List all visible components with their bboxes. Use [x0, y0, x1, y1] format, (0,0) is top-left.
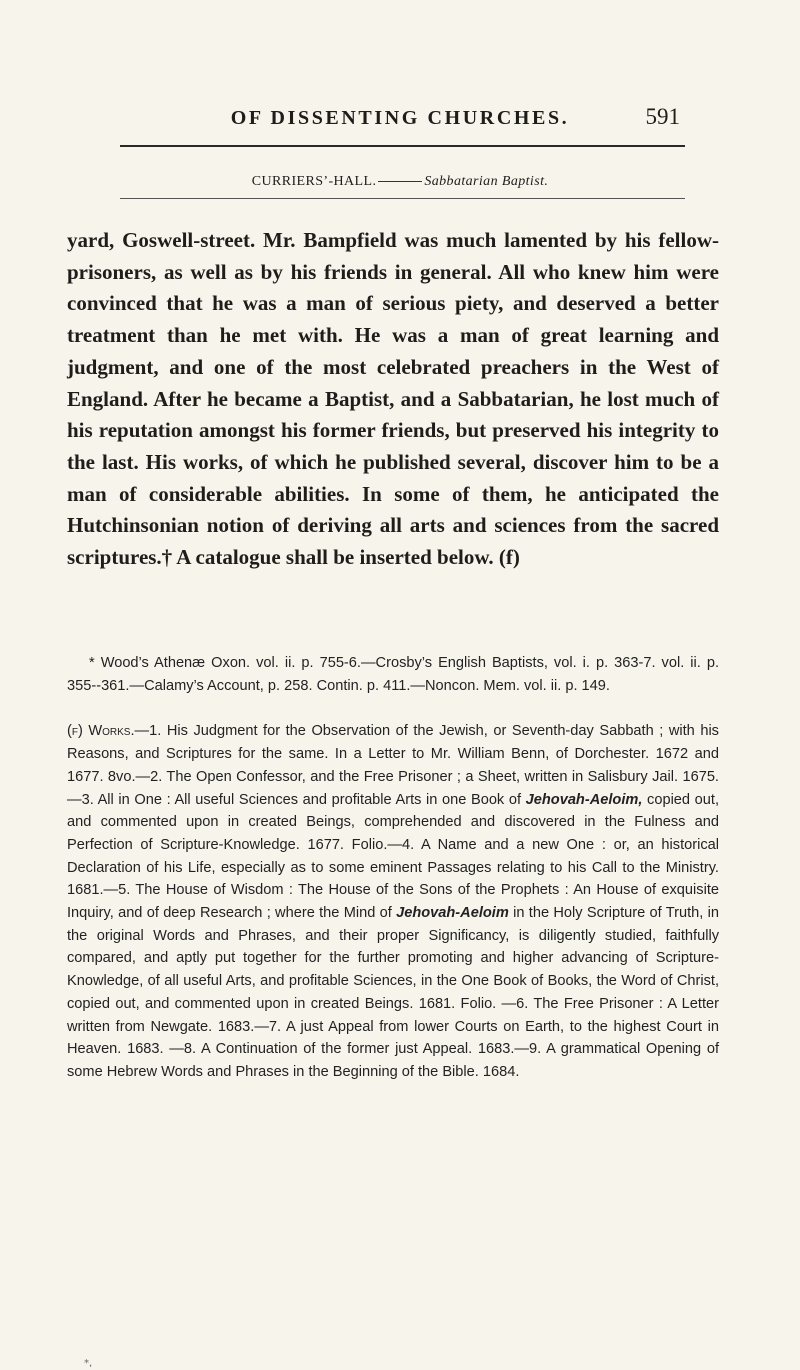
header-rule — [120, 145, 685, 147]
stray-mark: *, — [84, 1358, 93, 1369]
works-italic-1: Jehovah-Aeloim, — [525, 791, 643, 808]
subhead-dash — [378, 181, 422, 182]
works-label: (f) Works. — [67, 723, 135, 740]
subhead-rule — [120, 198, 685, 199]
works-text-2: copied out, and commented upon in created Beings, comprehended and discovered in the Fulness and Perfection of Scripture-Knowledge. 1677. Folio.—4. A Name and a new One : or, an historical Declaration of his Life, especially as to some eminent Passages relating to his Call to the Ministry. 1681.—5. The House of Wisdom : The House of the Sons of the Prophets : An House of exquisite Inquiry, and of deep Research ; where the Mind of — [67, 791, 719, 922]
footnotes — [67, 652, 719, 1084]
main-paragraph: yard, Goswell-street. Mr. Bampfield was much lamented by his fellow-prisoners, as well as by his friends in general. All who knew him were convinced that he was a man of serious piety, and deserved a better treatment than he met with. He was a man of great learning and judgment, and one of the most celebrated preachers in the West of England. After he became a Baptist, and a Sabbatarian, he lost much of his reputation amongst his former friends, but preserved his integrity to the last. His works, of which he published several, discover him to be a man of considerable abilities. In some of them, he anticipated the Hutchinsonian notion of deriving all arts and sciences from the sacred scriptures.† A catalogue shall be inserted below. (f) — [67, 228, 719, 570]
subhead-denomination: Sabbatarian Baptist. — [424, 174, 549, 189]
running-head — [120, 104, 680, 137]
subhead-place: CURRIERS’-HALL. — [251, 174, 377, 189]
section-subhead — [0, 174, 800, 190]
footnote-works — [67, 720, 719, 1083]
works-text-3: in the Holy Scripture of Truth, in the original Words and Phrases, and their proper Significancy, is diligently studied, faithfully compared, and aptly put together for the further promoting and higher advancing of Scripture-Knowledge, of all useful Arts, and profitable Sciences, in the One Book of Books, the Word of Christ, copied out, and commented upon in created Beings. 1681. Folio. —6. The Free Prisoner : A Letter written from Newgate. 1683.—7. A just Appeal from lower Courts on Earth, to the highest Court in Heaven. 1683. —8. A Continuation of the former just Appeal. 1683.—9. A grammatical Opening of some Hebrew Words and Phrases in the Beginning of the Bible. 1684. — [67, 905, 719, 1080]
works-italic-2: Jehovah-Aeloim — [396, 905, 509, 922]
works-text-1: —1. His Judgment for the Observation of the Jewish, or Seventh-day Sabbath ; with his Reasons, and Scriptures for the same. In a Letter to Mr. William Benn, of Dorchester. 1672 and 1677. 8vo.—2. The Open Confessor, and the Free Prisoner ; a Sheet, written in Salisbury Jail. 1675.—3. All in One : All useful Sciences and profitable Arts in one Book of — [67, 723, 719, 808]
footnote-sources: * Wood’s Athenæ Oxon. vol. ii. p. 755-6.—Crosby’s English Baptists, vol. i. p. 363-7. vol. ii. p. 355--361.—Calamy’s Account, p. 258. Contin. p. 411.—Noncon. Mem. vol. ii. p. 149. — [67, 655, 719, 694]
page-number: 591 — [645, 104, 680, 129]
running-title: OF DISSENTING CHURCHES. — [230, 107, 570, 129]
